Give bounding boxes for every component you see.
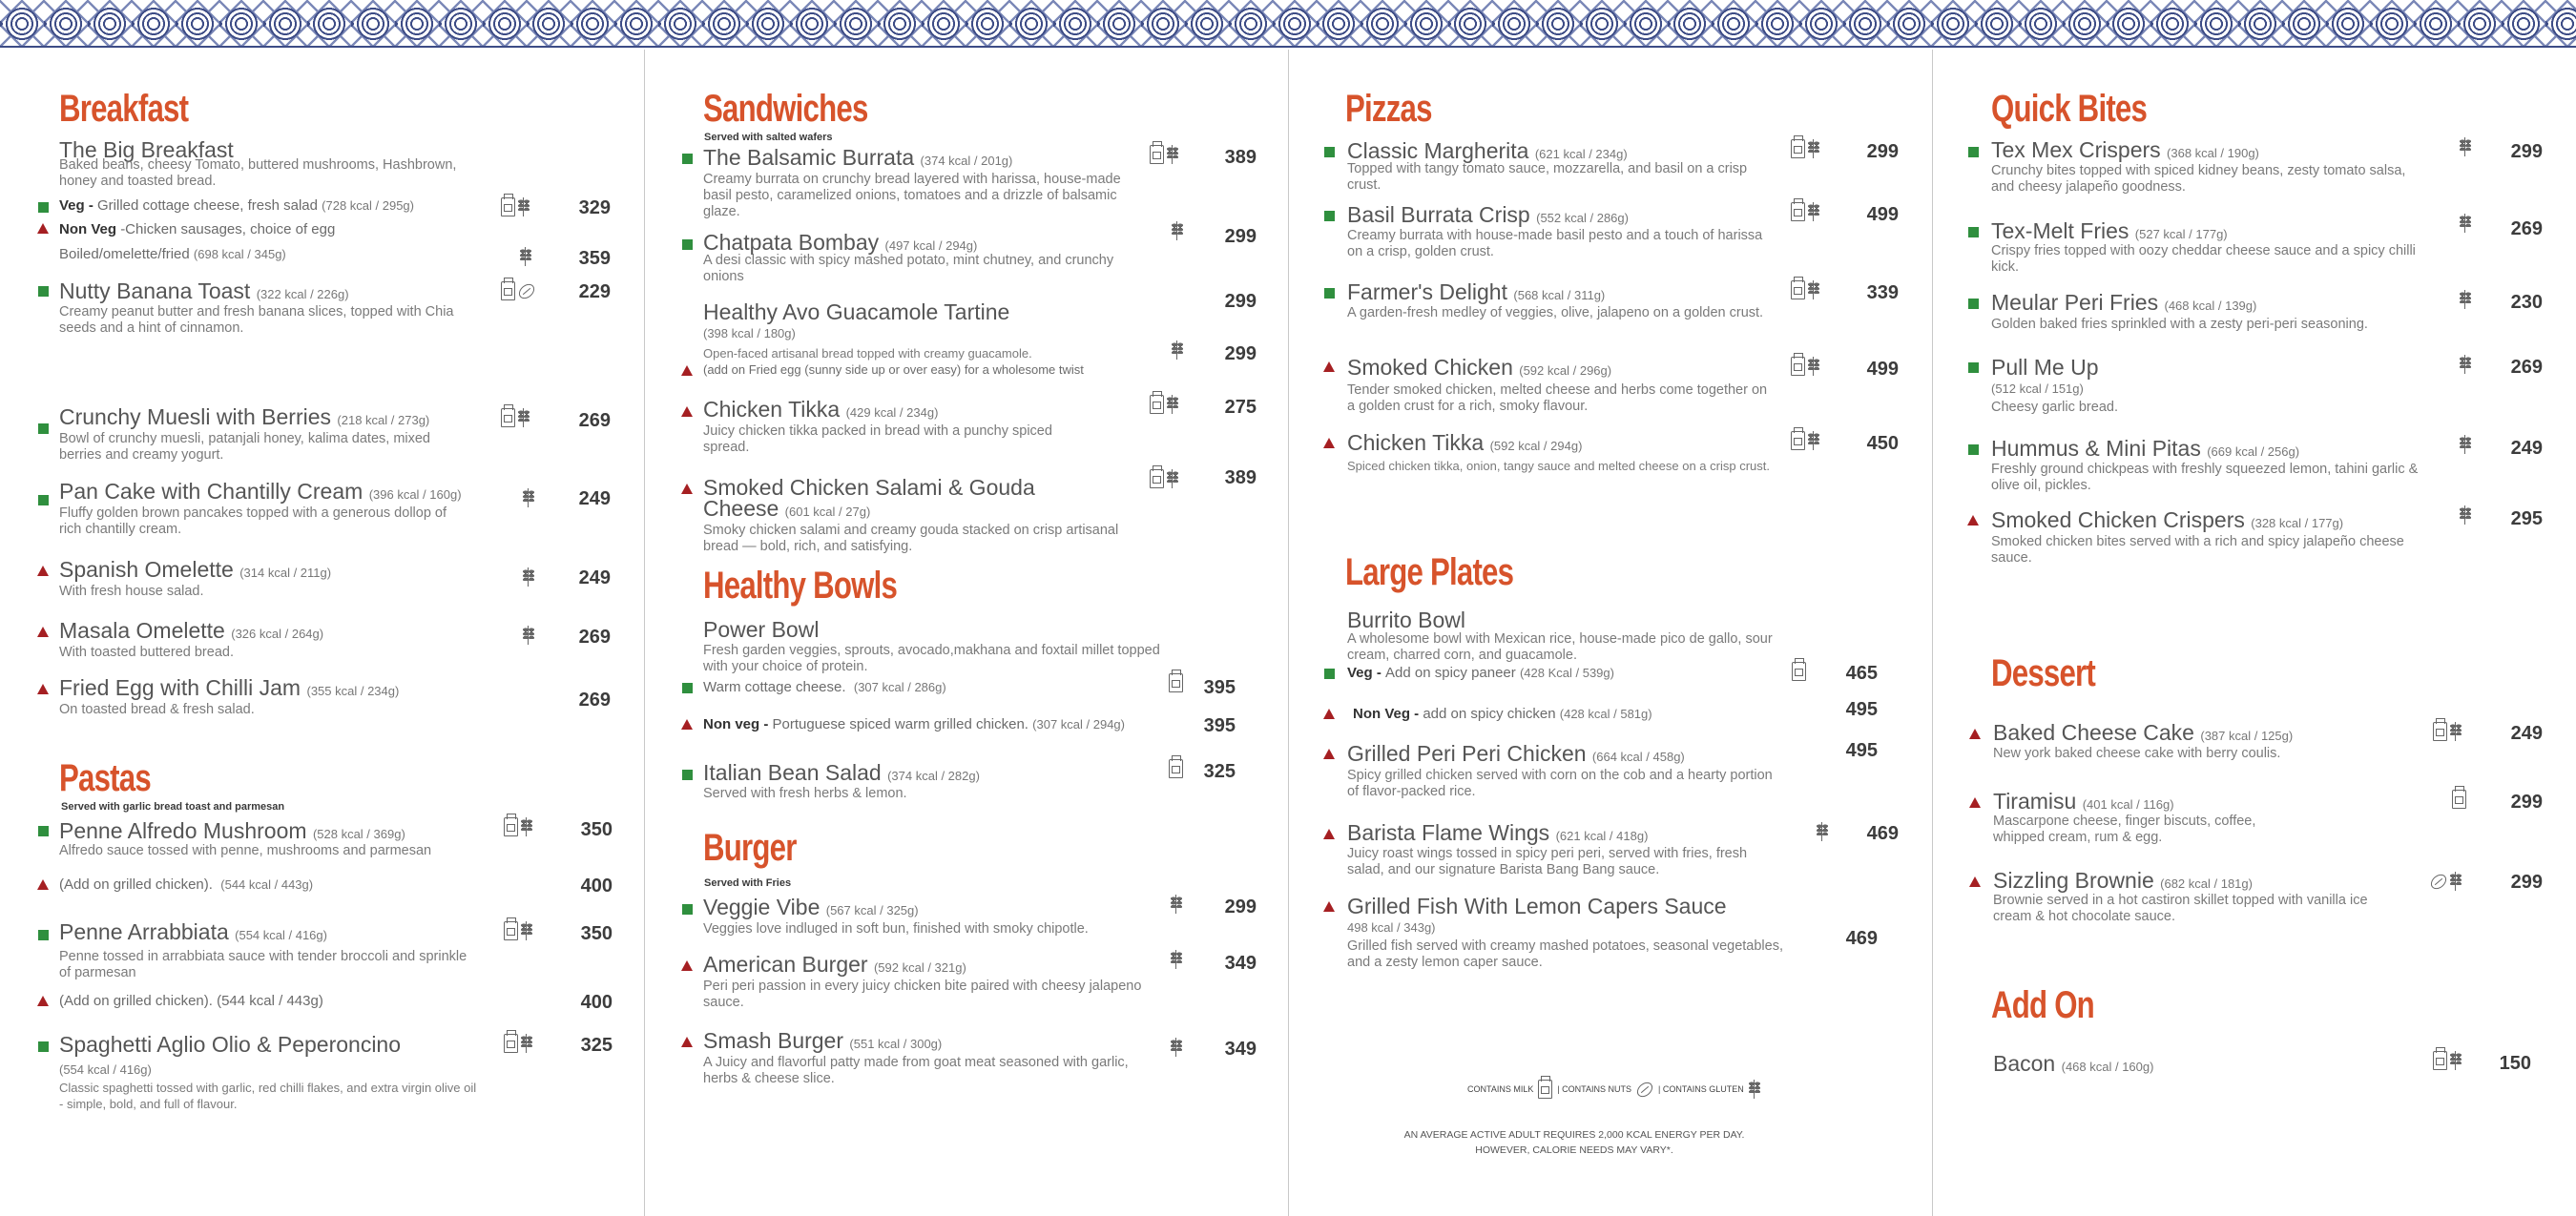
calorie-disclaimer: AN AVERAGE ACTIVE ADULT REQUIRES 2,000 KCAL ENERGY PER DAY. HOWEVER, CALORIE NEEDS MAY VARY*.: [1403, 1129, 1745, 1156]
price: 350: [580, 819, 613, 840]
section-title-add-on: Add On: [1991, 984, 2094, 1026]
variant-row: (Add on grilled chicken). (544 kcal / 443g): [59, 993, 323, 1009]
menu-item-name: Classic Margherita (621 kcal / 234g): [1347, 138, 1628, 163]
price: 469: [1845, 928, 1878, 949]
milk-icon: [1150, 395, 1164, 414]
nonveg-indicator-icon: [1323, 829, 1335, 839]
milk-icon: [1791, 280, 1805, 299]
menu-item-name: The Big Breakfast: [59, 137, 234, 162]
gluten-icon: [523, 567, 534, 587]
price: 269: [578, 690, 611, 711]
allergen-icons: [2433, 722, 2462, 741]
menu-item-name: Spanish Omelette (314 kcal / 211g): [59, 557, 332, 582]
allergen-icons: [520, 247, 531, 266]
price: 395: [1203, 715, 1236, 736]
calorie-info: (554 kcal / 416g): [59, 1062, 152, 1077]
nonveg-indicator-icon: [37, 223, 49, 234]
menu-item-name: Chicken Tikka (429 kcal / 234g): [703, 397, 939, 422]
menu-item-name: American Burger (592 kcal / 321g): [703, 952, 966, 977]
menu-item-description: Juicy roast wings tossed in spicy peri peri, served with fries, fresh salad, and our signature Barista Bang Bang sauce.: [1347, 846, 1748, 877]
gluten-icon: [1167, 469, 1178, 488]
milk-icon: [1792, 662, 1806, 681]
variant-row: (Add on grilled chicken). (544 kcal / 443g): [59, 876, 314, 893]
menu-item-description: Freshly ground chickpeas with freshly squeezed lemon, tahini garlic & olive oil, pickles.: [1991, 462, 2419, 493]
milk-icon: [504, 817, 518, 836]
menu-item-name: Burrito Bowl: [1347, 608, 1465, 632]
menu-item-description: Golden baked fries sprinkled with a zesty peri-peri seasoning.: [1991, 317, 2368, 332]
menu-item-name: Healthy Avo Guacamole Tartine: [703, 299, 1010, 324]
allergen-icons: [504, 921, 532, 940]
price: 499: [1866, 204, 1899, 225]
menu-item-name: The Balsamic Burrata (374 kcal / 201g): [703, 145, 1013, 170]
allergen-icons: [2460, 505, 2471, 525]
price: 395: [1203, 677, 1236, 698]
menu-item-name: Farmer's Delight (568 kcal / 311g): [1347, 279, 1606, 304]
section-subtitle: Served with garlic bread toast and parmesan: [61, 801, 285, 813]
gluten-icon: [1167, 145, 1178, 164]
price: 339: [1866, 282, 1899, 303]
price: 299: [1866, 141, 1899, 162]
menu-item-name: Smoked Chicken Salami & Gouda: [703, 475, 1035, 500]
gluten-icon: [521, 1034, 532, 1053]
nut-icon: [2428, 871, 2449, 892]
menu-item-description: With fresh house salad.: [59, 584, 204, 599]
milk-icon: [1791, 431, 1805, 450]
menu-item-name: Pull Me Up: [1991, 355, 2099, 380]
menu-item-description: On toasted bread & fresh salad.: [59, 702, 255, 717]
menu-item-description: Classic spaghetti tossed with garlic, red chilli flakes, and extra virgin olive oil - simple, bold, and full of flavour.: [59, 1081, 477, 1111]
nonveg-indicator-icon: [37, 684, 49, 694]
menu-item-name: Crunchy Muesli with Berries (218 kcal / 273g): [59, 404, 430, 429]
price: 329: [578, 197, 611, 218]
milk-icon: [1791, 357, 1805, 376]
menu-item-description: Peri peri passion in every juicy chicken bite paired with cheesy jalapeno sauce.: [703, 979, 1142, 1010]
menu-item-description: A wholesome bowl with Mexican rice, house-made pico de gallo, sour cream, charred corn, and guacamole.: [1347, 631, 1773, 663]
menu-item-description: Cheesy garlic bread.: [1991, 400, 2118, 415]
gluten-icon: [1808, 280, 1819, 299]
allergen-icons: [2460, 290, 2471, 309]
veg-indicator-icon: [1968, 362, 1979, 373]
veg-indicator-icon: [1324, 211, 1335, 221]
menu-item-description: New york baked cheese cake with berry coulis.: [1993, 746, 2281, 761]
allergen-icons: [2460, 435, 2471, 454]
nonveg-indicator-icon: [37, 996, 49, 1006]
price: 400: [580, 992, 613, 1013]
price: 499: [1866, 359, 1899, 380]
veg-indicator-icon: [682, 683, 693, 693]
allergen-icons: [501, 408, 530, 427]
section-title-sandwiches: Sandwiches: [703, 88, 868, 130]
allergen-icons: [1791, 357, 1819, 376]
menu-item-name: Hummus & Mini Pitas (669 kcal / 256g): [1991, 436, 2300, 461]
gluten-icon: [521, 817, 532, 836]
menu-item-name: Tex-Melt Fries (527 kcal / 177g): [1991, 218, 2228, 243]
price: 299: [1224, 291, 1257, 312]
menu-item-description: A desi classic with spicy mashed potato, mint chutney, and crunchy onions: [703, 253, 1114, 284]
gluten-icon: [523, 626, 534, 645]
price: 299: [1224, 226, 1257, 247]
price: 450: [1866, 433, 1899, 454]
price: 299: [2510, 872, 2543, 893]
menu-item-name: Penne Alfredo Mushroom (528 kcal / 369g): [59, 818, 405, 843]
allergen-icons: [2430, 872, 2462, 891]
allergen-icons: [1817, 822, 1828, 841]
allergen-icons: [1171, 950, 1182, 969]
menu-panel-2: [644, 50, 1288, 1216]
menu-item-description: Crunchy bites topped with spiced kidney beans, zesty tomato salsa, and cheesy jalapeño goodness.: [1991, 163, 2406, 195]
gluten-icon: [1808, 357, 1819, 376]
milk-icon: [1791, 202, 1805, 221]
menu-item-name: Pan Cake with Chantilly Cream (396 kcal / 160g): [59, 479, 462, 504]
allergen-icons: [1150, 395, 1178, 414]
allergen-icons: [1171, 1038, 1182, 1057]
price: 249: [578, 567, 611, 588]
nonveg-indicator-icon: [1323, 361, 1335, 372]
decorative-pattern-banner: [0, 0, 2576, 48]
menu-item-description: Baked beans, cheesy Tomato, buttered mushrooms, Hashbrown, honey and toasted bread.: [59, 157, 457, 189]
nonveg-indicator-icon: [681, 365, 693, 376]
veg-indicator-icon: [1968, 227, 1979, 237]
menu-item-name: Veggie Vibe (567 kcal / 325g): [703, 895, 919, 919]
allergen-icons: [523, 567, 534, 587]
nonveg-indicator-icon: [681, 719, 693, 730]
price: 389: [1224, 467, 1257, 488]
menu-item-name: Power Bowl: [703, 617, 820, 642]
variant-row: Veg - Add on spicy paneer (428 Kcal / 539g): [1347, 665, 1614, 681]
gluten-icon: [523, 488, 534, 507]
milk-icon: [2452, 790, 2466, 809]
menu-item-description: Veggies love indluged in soft bun, finished with smoky chipotle.: [703, 921, 1089, 937]
menu-item-description: Spiced chicken tikka, onion, tangy sauce and melted cheese on a crisp crust.: [1347, 459, 1770, 473]
menu-item-name: Basil Burrata Crisp (552 kcal / 286g): [1347, 202, 1629, 227]
price: 150: [2499, 1053, 2531, 1074]
gluten-icon: [1171, 895, 1182, 914]
veg-indicator-icon: [682, 239, 693, 250]
allergen-icons: [1791, 280, 1819, 299]
price: 249: [578, 488, 611, 509]
menu-item-description: Fresh garden veggies, sprouts, avocado,makhana and foxtail millet topped with your choice of protein.: [703, 643, 1160, 674]
allergen-icons: [1791, 202, 1819, 221]
veg-indicator-icon: [38, 930, 49, 940]
nonveg-indicator-icon: [681, 406, 693, 417]
menu-item-description: Smoky chicken salami and creamy gouda stacked on crisp artisanal bread — bold, rich, and satisfying.: [703, 523, 1119, 554]
veg-indicator-icon: [1324, 669, 1335, 679]
menu-item-name: Baked Cheese Cake (387 kcal / 125g): [1993, 720, 2294, 745]
gluten-icon: [2450, 722, 2462, 741]
nonveg-indicator-icon: [37, 627, 49, 637]
variant-row: Boiled/omelette/fried (698 kcal / 345g): [59, 246, 286, 262]
price: 349: [1224, 953, 1257, 974]
price: 269: [578, 410, 611, 431]
veg-indicator-icon: [1324, 147, 1335, 157]
price: 229: [578, 281, 611, 302]
allergen-icons: [523, 626, 534, 645]
veg-indicator-icon: [682, 904, 693, 915]
veg-indicator-icon: [38, 1041, 49, 1052]
nonveg-indicator-icon: [37, 566, 49, 576]
allergen-icons: [2460, 137, 2471, 156]
milk-icon: [1791, 139, 1805, 158]
allergen-icons: [2460, 214, 2471, 233]
menu-panel-1: [0, 50, 644, 1216]
allergen-icons: [1172, 340, 1183, 360]
menu-item-description: A garden-fresh medley of veggies, olive, jalapeno on a golden crust.: [1347, 305, 1764, 320]
variant-row: Non veg - Portuguese spiced warm grilled chicken. (307 kcal / 294g): [703, 716, 1125, 732]
calorie-info: (512 kcal / 151g): [1991, 381, 2084, 396]
veg-indicator-icon: [682, 770, 693, 780]
menu-item-name: Chatpata Bombay (497 kcal / 294g): [703, 230, 978, 255]
gluten-icon: [518, 408, 530, 427]
allergen-legend: CONTAINS MILK | CONTAINS NUTS | CONTAINS GLUTEN: [1467, 1080, 1760, 1099]
allergen-icons: [1791, 139, 1819, 158]
menu-panel-4: [1932, 50, 2576, 1216]
menu-item-description: Juicy chicken tikka packed in bread with a punchy spiced spread.: [703, 423, 1052, 455]
gluten-icon: [1817, 822, 1828, 841]
price: 269: [578, 627, 611, 648]
milk-icon: [501, 197, 515, 216]
menu-item-name: Sizzling Brownie (682 kcal / 181g): [1993, 868, 2253, 893]
section-title-dessert: Dessert: [1991, 652, 2096, 694]
gluten-icon: [520, 247, 531, 266]
nonveg-indicator-icon: [37, 879, 49, 890]
menu-item-name: Nutty Banana Toast (322 kcal / 226g): [59, 278, 349, 303]
veg-indicator-icon: [1324, 288, 1335, 299]
milk-icon: [1150, 469, 1164, 488]
gluten-icon: [521, 921, 532, 940]
price: 269: [2510, 218, 2543, 239]
price: 299: [1224, 897, 1257, 917]
nonveg-indicator-icon: [681, 1037, 693, 1047]
menu-item-description: Mascarpone cheese, finger biscuts, coffee, whipped cream, rum & egg.: [1993, 814, 2256, 845]
allergen-icons: [2433, 1051, 2462, 1070]
menu-item-name: Italian Bean Salad (374 kcal / 282g): [703, 760, 980, 785]
price: 469: [1866, 823, 1899, 844]
veg-indicator-icon: [1968, 444, 1979, 455]
veg-indicator-icon: [38, 826, 49, 836]
menu-item-description: With toasted buttered bread.: [59, 645, 234, 660]
veg-indicator-icon: [1968, 299, 1979, 309]
nonveg-indicator-icon: [1967, 515, 1979, 526]
menu-item-description: Fluffy golden brown pancakes topped with a generous dollop of rich chantilly cream.: [59, 505, 447, 537]
milk-icon: [504, 921, 518, 940]
price: 269: [2510, 357, 2543, 378]
nonveg-indicator-icon: [681, 960, 693, 971]
menu-item-name: Smoked Chicken Crispers (328 kcal / 177g): [1991, 507, 2344, 532]
menu-item-name: Masala Omelette (326 kcal / 264g): [59, 618, 324, 643]
menu-item-name: Tex Mex Crispers (368 kcal / 190g): [1991, 137, 2259, 162]
menu-item-description: Alfredo sauce tossed with penne, mushrooms and parmesan: [59, 843, 432, 858]
gluten-icon: [1749, 1080, 1760, 1099]
price: 359: [578, 248, 611, 269]
section-subtitle: Served with salted wafers: [704, 132, 833, 143]
menu-item-description: Brownie served in a hot castiron skillet topped with vanilla ice cream & hot chocolate sauce.: [1993, 893, 2368, 924]
veg-indicator-icon: [38, 286, 49, 297]
veg-indicator-icon: [682, 154, 693, 164]
gluten-icon: [2460, 505, 2471, 525]
menu-item-name: Smoked Chicken (592 kcal / 296g): [1347, 355, 1612, 380]
calorie-info: 498 kcal / 343g): [1347, 920, 1436, 935]
price: 465: [1845, 663, 1878, 684]
gluten-icon: [2450, 1051, 2462, 1070]
gluten-icon: [1172, 340, 1183, 360]
nut-icon: [516, 280, 537, 301]
menu-panel-3: [1288, 50, 1932, 1216]
allergen-icons: [501, 197, 530, 216]
menu-item-name: Barista Flame Wings (621 kcal / 418g): [1347, 820, 1649, 845]
section-title-pastas: Pastas: [59, 757, 151, 799]
gluten-icon: [2460, 435, 2471, 454]
gluten-icon: [2460, 290, 2471, 309]
milk-icon: [1538, 1080, 1552, 1099]
section-title-burger: Burger: [703, 827, 797, 869]
price: 230: [2510, 292, 2543, 313]
menu-item-name: Meular Peri Fries (468 kcal / 139g): [1991, 290, 2257, 315]
menu-item-description: Creamy burrata with house-made basil pesto and a touch of harissa on a crisp, golden crust.: [1347, 228, 1763, 259]
section-title-pizzas: Pizzas: [1345, 88, 1432, 130]
price: 325: [580, 1035, 613, 1056]
menu-item-description: Grilled fish served with creamy mashed potatoes, seasonal vegetables, and a zesty lemon caper sauce.: [1347, 938, 1783, 970]
section-title-healthy-bowls: Healthy Bowls: [703, 565, 898, 607]
gluten-icon: [2450, 872, 2462, 891]
menu-item-description: Crispy fries topped with oozy cheddar cheese sauce and a spicy chilli kick.: [1991, 243, 2416, 275]
price: 350: [580, 923, 613, 944]
price: 249: [2510, 438, 2543, 459]
menu-item-description: Creamy burrata on crunchy bread layered with harissa, house-made basil pesto, caramelized onions, tomatoes and a drizzle of balsamic glaze.: [703, 172, 1121, 219]
gluten-icon: [1172, 221, 1183, 240]
menu-item-name: Penne Arrabbiata (554 kcal / 416g): [59, 919, 327, 944]
section-subtitle: Served with Fries: [704, 877, 792, 889]
section-title-large-plates: Large Plates: [1345, 551, 1514, 593]
price: 249: [2510, 723, 2543, 744]
milk-icon: [2433, 1051, 2447, 1070]
price: 325: [1203, 761, 1236, 782]
nonveg-indicator-icon: [1969, 797, 1981, 808]
menu-item-description: Smoked chicken bites served with a rich and spicy jalapeño cheese sauce.: [1991, 534, 2404, 566]
milk-icon: [504, 1034, 518, 1053]
menu-item-description: Open-faced artisanal bread topped with creamy guacamole.: [703, 346, 1032, 361]
variant-row: Non Veg - add on spicy chicken (428 kcal / 581g): [1353, 706, 1652, 722]
gluten-icon: [1167, 395, 1178, 414]
menu-item-description: Penne tossed in arrabbiata sauce with tender broccoli and sprinkle of parmesan: [59, 949, 467, 980]
menu-item-name: Grilled Fish With Lemon Capers Sauce: [1347, 894, 1727, 918]
allergen-icons: [1150, 145, 1178, 164]
veg-indicator-icon: [38, 495, 49, 505]
price: 389: [1224, 147, 1257, 168]
price: 275: [1224, 397, 1257, 418]
menu-item-description: Tender smoked chicken, melted cheese and herbs come together on a golden crust for a rich, smoky flavour.: [1347, 382, 1768, 414]
price: 299: [2510, 141, 2543, 162]
allergen-icons: [1792, 662, 1806, 681]
nonveg-indicator-icon: [1323, 749, 1335, 759]
nonveg-indicator-icon: [1969, 729, 1981, 739]
section-title-breakfast: Breakfast: [59, 88, 189, 130]
price: 495: [1845, 699, 1878, 720]
menu-item-name: Smash Burger (551 kcal / 300g): [703, 1028, 943, 1053]
allergen-icons: [501, 281, 535, 300]
allergen-icons: [504, 1034, 532, 1053]
price: 299: [1224, 343, 1257, 364]
gluten-icon: [518, 197, 530, 216]
milk-icon: [501, 281, 515, 300]
menu-item-description: Creamy peanut butter and fresh banana slices, topped with Chia seeds and a hint of cinnamon.: [59, 304, 454, 336]
calorie-info: (398 kcal / 180g): [703, 326, 796, 340]
price: 349: [1224, 1039, 1257, 1060]
variant-row: Warm cottage cheese. (307 kcal / 286g): [703, 679, 946, 695]
menu-item-name: Fried Egg with Chilli Jam (355 kcal / 234g): [59, 675, 400, 700]
menu-item-description: Bowl of crunchy muesli, patanjali honey, kalima dates, mixed berries and creamy yogurt.: [59, 431, 431, 463]
allergen-icons: [1172, 221, 1183, 240]
gluten-icon: [1808, 139, 1819, 158]
gluten-icon: [1171, 950, 1182, 969]
allergen-icons: [523, 488, 534, 507]
variant-row: (add on Fried egg (sunny side up or over easy) for a wholesome twist: [703, 362, 1084, 377]
price: 299: [2510, 792, 2543, 813]
menu-item-name: Chicken Tikka (592 kcal / 294g): [1347, 430, 1583, 455]
allergen-icons: [504, 817, 532, 836]
nonveg-indicator-icon: [1323, 901, 1335, 912]
milk-icon: [2433, 722, 2447, 741]
nonveg-indicator-icon: [1323, 709, 1335, 719]
allergen-icons: [1171, 895, 1182, 914]
nonveg-indicator-icon: [681, 484, 693, 494]
veg-indicator-icon: [38, 423, 49, 434]
gluten-icon: [1808, 431, 1819, 450]
nonveg-indicator-icon: [1323, 438, 1335, 448]
menu-item-name: Spaghetti Aglio Olio & Peperoncino: [59, 1032, 402, 1057]
menu-item-description: Topped with tangy tomato sauce, mozzarella, and basil on a crisp crust.: [1347, 161, 1748, 193]
gluten-icon: [2460, 137, 2471, 156]
gluten-icon: [1171, 1038, 1182, 1057]
price: 400: [580, 876, 613, 897]
gluten-icon: [2460, 214, 2471, 233]
menu-item-name: Bacon (468 kcal / 160g): [1993, 1051, 2154, 1076]
gluten-icon: [2460, 355, 2471, 374]
veg-indicator-icon: [1968, 147, 1979, 157]
milk-icon: [1150, 145, 1164, 164]
nonveg-indicator-icon: [1969, 876, 1981, 887]
menu-item-name: Tiramisu (401 kcal / 116g): [1993, 789, 2174, 814]
allergen-icons: [1150, 469, 1178, 488]
menu-item-name: Cheese (601 kcal / 27g): [703, 496, 871, 521]
menu-item-description: Spicy grilled chicken served with corn on the cob and a hearty portion of flavor-packed rice.: [1347, 768, 1773, 799]
allergen-icons: [1791, 431, 1819, 450]
allergen-icons: [2460, 355, 2471, 374]
menu-item-description: Served with fresh herbs & lemon.: [703, 786, 907, 801]
section-title-quick-bites: Quick Bites: [1991, 88, 2148, 130]
menu-item-name: Grilled Peri Peri Chicken (664 kcal / 458g): [1347, 741, 1685, 766]
variant-row: Veg - Grilled cottage cheese, fresh salad (728 kcal / 295g): [59, 197, 414, 214]
veg-indicator-icon: [38, 202, 49, 213]
variant-row: Non Veg -Chicken sausages, choice of egg: [59, 221, 336, 237]
price: 495: [1845, 740, 1878, 761]
milk-icon: [501, 408, 515, 427]
gluten-icon: [1808, 202, 1819, 221]
price: 295: [2510, 508, 2543, 529]
menu-item-description: A Juicy and flavorful patty made from goat meat seasoned with garlic, herbs & cheese slice.: [703, 1055, 1129, 1086]
nut-icon: [1634, 1079, 1655, 1100]
allergen-icons: [2452, 790, 2466, 809]
